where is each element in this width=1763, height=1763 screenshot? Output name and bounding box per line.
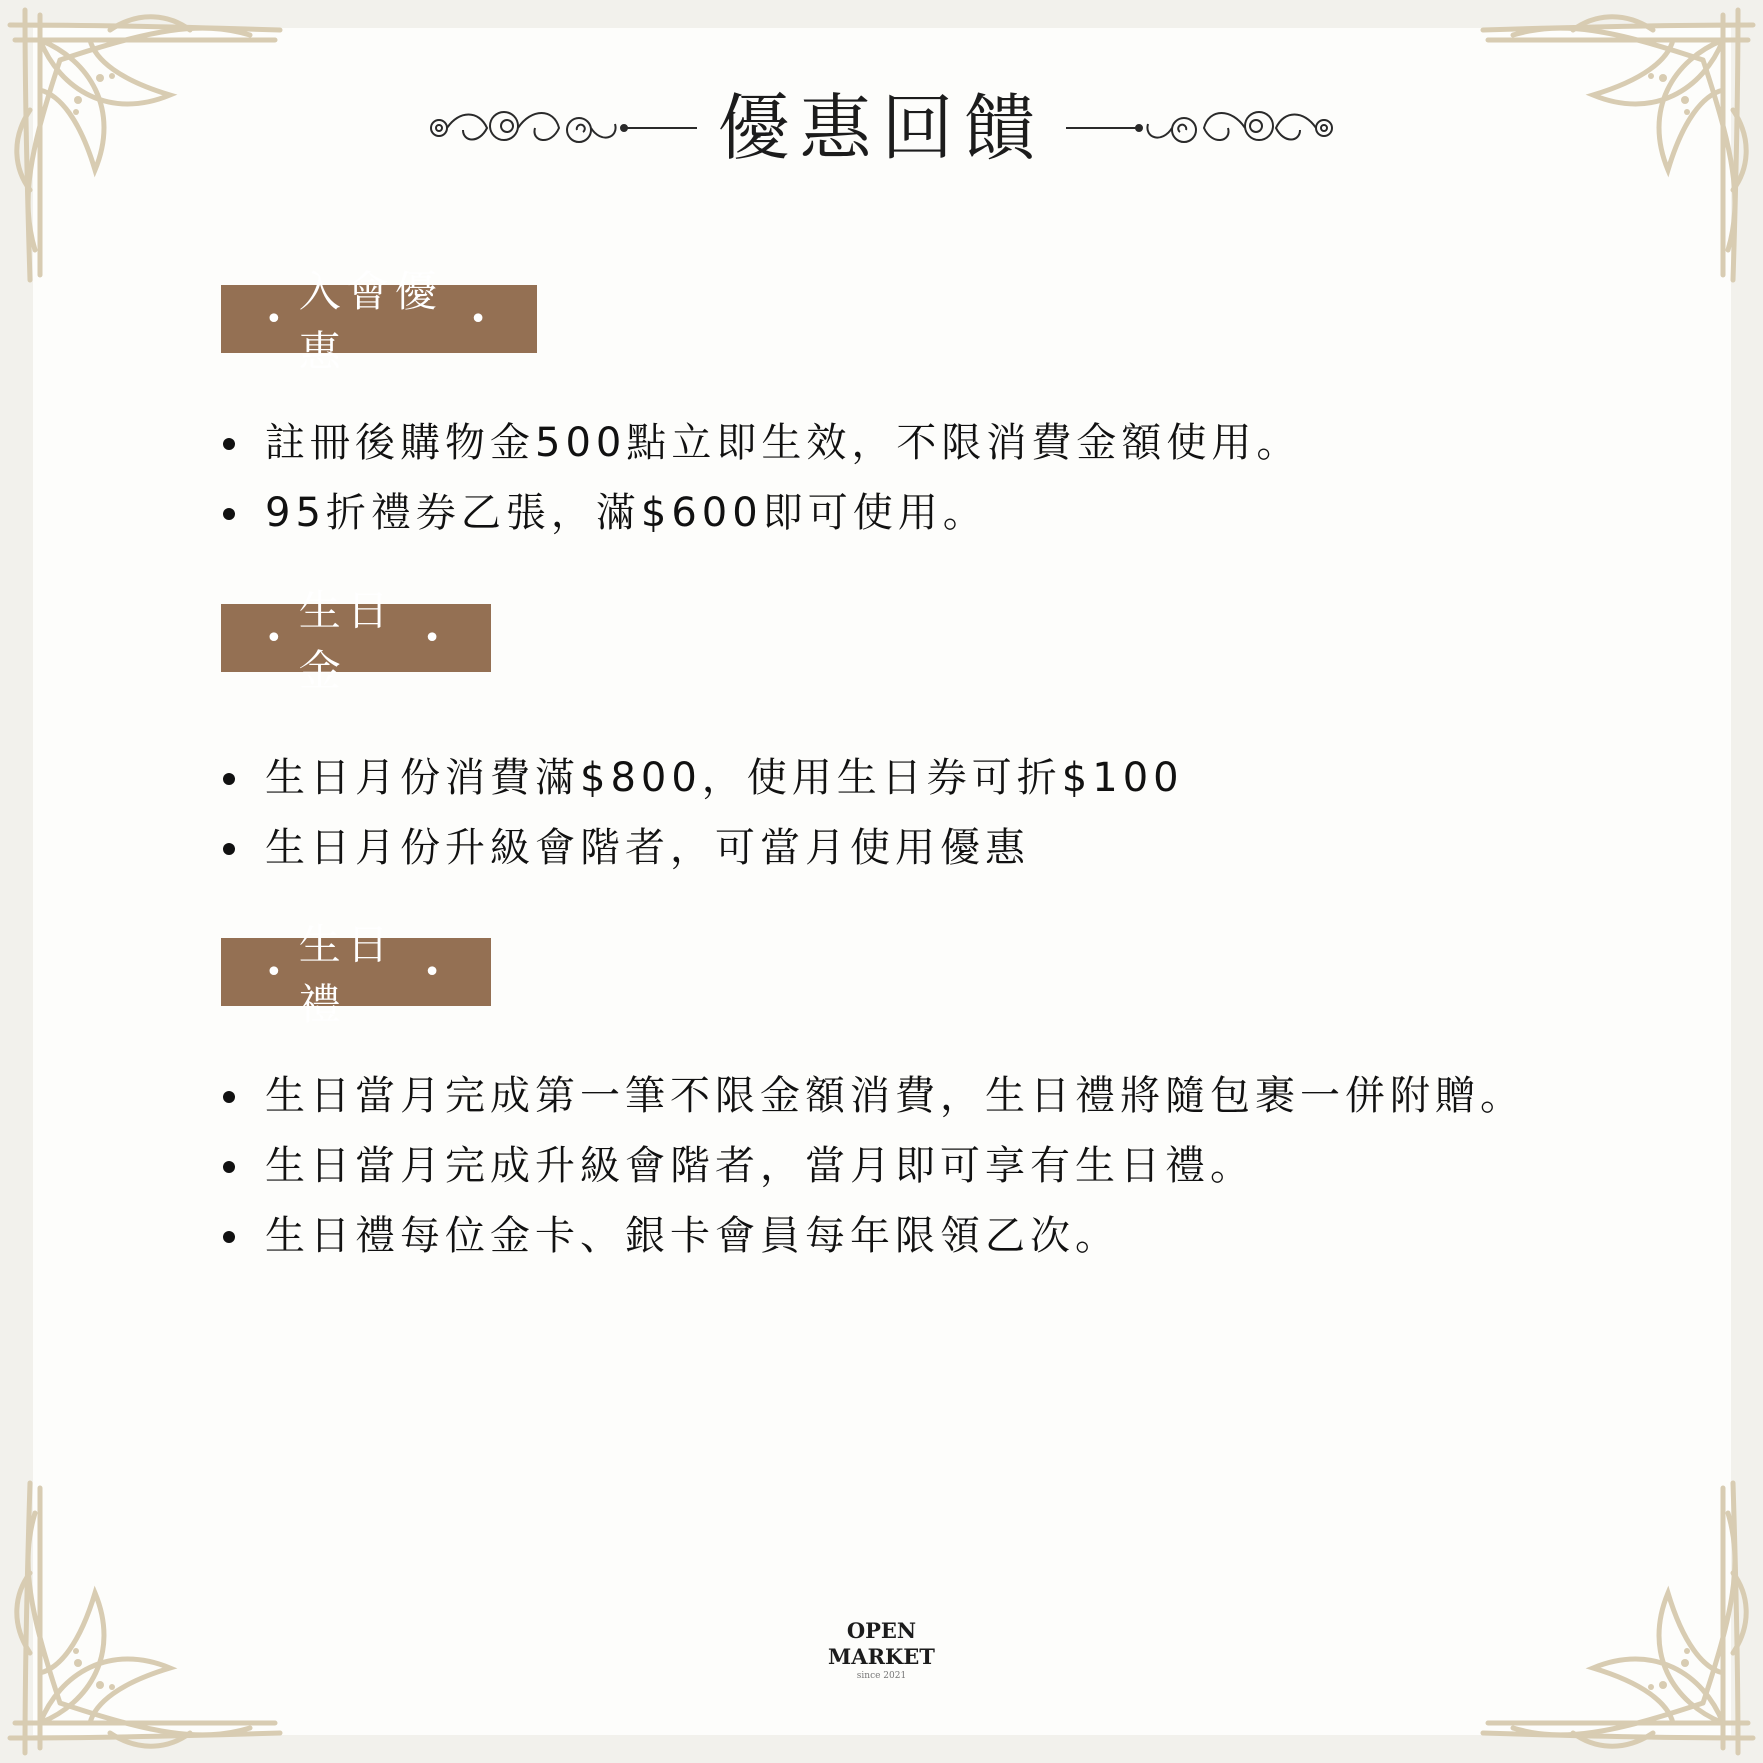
tag-dot-icon: •	[469, 301, 493, 337]
tag-dot-icon: •	[265, 301, 289, 337]
section-tag-birthday-cash	[221, 586, 491, 695]
tag-dot-icon: •	[265, 954, 289, 990]
corner-ornament-bottom-left	[0, 1463, 300, 1763]
flourish-left-icon	[419, 98, 699, 158]
flourish-right-icon	[1064, 98, 1344, 158]
list-item: 生日當月完成第一筆不限金額消費，生日禮將隨包裹一併附贈。	[221, 1061, 1525, 1131]
list-item: 生日當月完成升級會階者，當月即可享有生日禮。	[221, 1131, 1525, 1201]
section-tag-birthday-gift	[221, 920, 491, 1029]
section-tag-label: 生日金	[298, 586, 395, 695]
page-title: 優惠回饋	[717, 86, 1046, 170]
birthday-gift-list	[221, 1061, 1525, 1271]
section-tag-membership	[221, 267, 537, 376]
list-item: 註冊後購物金500點立即生效，不限消費金額使用。	[221, 408, 1301, 478]
membership-benefit-list	[221, 408, 1301, 548]
birthday-cash-list	[221, 743, 1184, 883]
tag-dot-icon: •	[423, 954, 447, 990]
tag-dot-icon: •	[423, 620, 447, 656]
list-item: 95折禮券乙張，滿$600即可使用。	[221, 478, 1301, 548]
list-item: 生日月份消費滿$800，使用生日券可折$100	[221, 743, 1184, 813]
list-item: 生日禮每位金卡、銀卡會員每年限領乙次。	[221, 1201, 1525, 1271]
section-tag-label: 生日禮	[298, 920, 395, 1029]
section-tag-label: 入會優惠	[298, 267, 443, 376]
brand-tagline: since 2021	[856, 1671, 907, 1681]
brand-line-1: OPEN	[846, 1618, 917, 1643]
brand-line-2: MARKET	[828, 1644, 935, 1669]
corner-ornament-bottom-right	[1463, 1463, 1763, 1763]
brand-logo	[0, 1618, 1763, 1682]
tag-dot-icon: •	[265, 620, 289, 656]
title-bar	[0, 78, 1763, 178]
list-item: 生日月份升級會階者，可當月使用優惠	[221, 813, 1184, 883]
